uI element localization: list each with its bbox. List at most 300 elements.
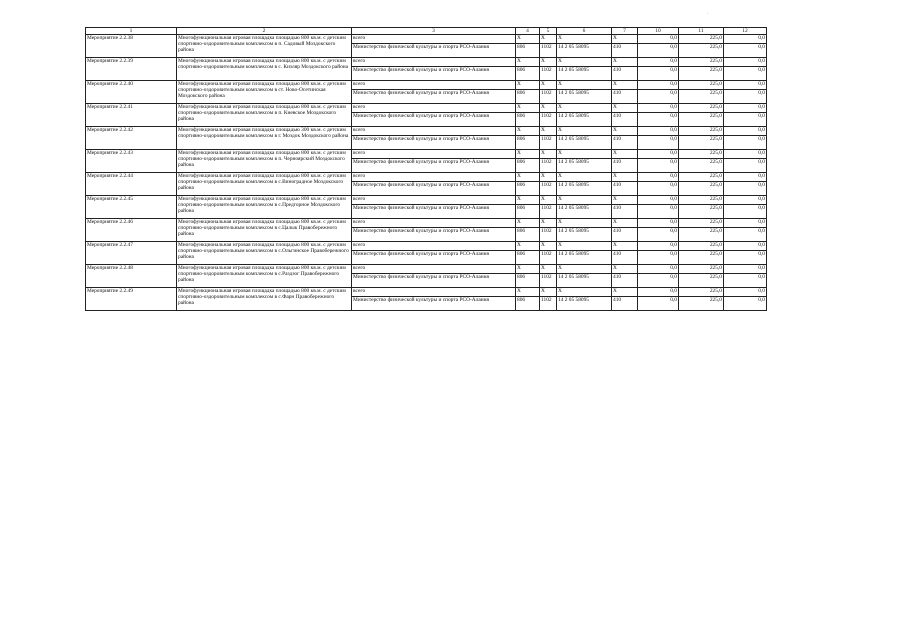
x6-text: Х — [558, 173, 562, 179]
value-col12-cell — [724, 251, 767, 265]
value-col10-cell — [638, 127, 679, 136]
code6-text: 14 2 05 58095 — [558, 159, 589, 165]
expense-type-cell — [612, 159, 638, 173]
x-cell — [612, 196, 638, 205]
value-col10-cell — [638, 90, 679, 104]
measure-description-cell — [177, 288, 352, 311]
value-col10-cell — [638, 274, 679, 288]
v11-text: 225,0 — [709, 173, 722, 179]
value-col12-cell — [724, 104, 767, 113]
target-article-cell — [557, 205, 612, 219]
total-label-text: всего — [353, 104, 366, 110]
x-cell — [540, 150, 557, 159]
x4-text: Х — [517, 242, 521, 248]
target-article-cell — [557, 274, 612, 288]
target-article-cell — [557, 251, 612, 265]
total-label-cell — [352, 150, 516, 159]
measure-id-cell — [86, 150, 177, 173]
m11-text: 225,0 — [709, 228, 722, 234]
m11-text: 225,0 — [709, 44, 722, 50]
code7-text: 410 — [613, 205, 622, 211]
m10-text: 0,0 — [670, 90, 677, 96]
x-cell — [540, 81, 557, 90]
header-row — [86, 28, 767, 35]
id-text: Мероприятие 2.2.49 — [87, 288, 133, 294]
x4-text: Х — [517, 219, 521, 225]
x-cell — [557, 58, 612, 67]
value-col10-cell — [638, 228, 679, 242]
v11-text: 225,0 — [709, 288, 722, 294]
code5-text: 1102 — [541, 205, 552, 211]
v12-text: 0,0 — [758, 288, 765, 294]
x7-text: Х — [613, 219, 617, 225]
code4-text: 806 — [517, 297, 526, 303]
target-article-cell — [557, 44, 612, 58]
table-row — [86, 173, 767, 182]
x4-text: Х — [517, 35, 521, 41]
value-col12-cell — [724, 173, 767, 182]
x-cell — [557, 288, 612, 297]
x4-text: Х — [517, 58, 521, 64]
table-row — [86, 288, 767, 297]
column-header: 10 — [638, 28, 679, 35]
target-article-cell — [557, 113, 612, 127]
value-col10-cell — [638, 242, 679, 251]
value-col10-cell — [638, 104, 679, 113]
value-col12-cell — [724, 265, 767, 274]
total-label-cell — [352, 219, 516, 228]
value-col12-cell — [724, 35, 767, 44]
code4-text: 806 — [517, 67, 526, 73]
id-text: Мероприятие 2.2.43 — [87, 150, 133, 156]
measure-id-cell — [86, 81, 177, 104]
x6-text: Х — [558, 288, 562, 294]
ministry-text: Министерство физической культуры и спорта РСО-Алания — [353, 159, 490, 165]
x5-text: Х — [541, 104, 545, 110]
x-cell — [612, 81, 638, 90]
grbs-code-cell — [516, 205, 540, 219]
x4-text: Х — [517, 265, 521, 271]
ministry-cell — [352, 182, 516, 196]
x7-text: Х — [613, 127, 617, 133]
code7-text: 410 — [613, 44, 622, 50]
ministry-text: Министерство физической культуры и спорта РСО-Алания — [353, 251, 490, 257]
m12-text: 0,0 — [758, 44, 765, 50]
x6-text: Х — [558, 150, 562, 156]
x-cell — [516, 242, 540, 251]
ministry-text: Министерство физической культуры и спорта РСО-Алания — [353, 113, 490, 119]
id-text: Мероприятие 2.2.38 — [87, 35, 133, 41]
ministry-text: Министерство физической культуры и спорта РСО-Алания — [353, 136, 490, 142]
grbs-code-cell — [516, 113, 540, 127]
column-header: 2 — [177, 28, 352, 35]
x7-text: Х — [613, 173, 617, 179]
total-label-cell — [352, 288, 516, 297]
total-label-text: всего — [353, 219, 366, 225]
column-header: 7 — [612, 28, 638, 35]
x6-text: Х — [558, 265, 562, 271]
x5-text: Х — [541, 150, 545, 156]
grbs-code-cell — [516, 44, 540, 58]
value-col10-cell — [638, 159, 679, 173]
target-article-cell — [557, 159, 612, 173]
x-cell — [557, 219, 612, 228]
x-cell — [516, 150, 540, 159]
ministry-text: Министерство физической культуры и спорта РСО-Алания — [353, 205, 490, 211]
value-col10-cell — [638, 219, 679, 228]
v12-text: 0,0 — [758, 219, 765, 225]
m11-text: 225,0 — [709, 67, 722, 73]
code6-text: 14 2 05 58095 — [558, 90, 589, 96]
code5-text: 1102 — [541, 113, 552, 119]
total-label-cell — [352, 58, 516, 67]
x-cell — [612, 288, 638, 297]
section-code-cell — [540, 67, 557, 81]
column-header: 5 — [540, 28, 557, 35]
measure-description-cell — [177, 219, 352, 242]
x-cell — [557, 104, 612, 113]
code6-text: 14 2 05 58095 — [558, 44, 589, 50]
m10-text: 0,0 — [670, 182, 677, 188]
x7-text: Х — [613, 58, 617, 64]
code4-text: 806 — [517, 113, 526, 119]
value-col11-cell — [679, 104, 724, 113]
section-code-cell — [540, 113, 557, 127]
value-col12-cell — [724, 127, 767, 136]
value-col11-cell — [679, 274, 724, 288]
measure-id-cell — [86, 219, 177, 242]
code6-text: 14 2 05 58095 — [558, 297, 589, 303]
code5-text: 1102 — [541, 228, 552, 234]
x-cell — [612, 150, 638, 159]
measure-id-cell — [86, 242, 177, 265]
desc-text: Многофункциональная игровая площадка площадью 800 кв.м. с детским спортивно-оздоровительным комплексом в с. Кизляр Моздокского района — [178, 58, 349, 71]
m10-text: 0,0 — [670, 113, 677, 119]
value-col11-cell — [679, 182, 724, 196]
value-col11-cell — [679, 265, 724, 274]
expense-type-cell — [612, 228, 638, 242]
m11-text: 225,0 — [709, 159, 722, 165]
table-row — [86, 127, 767, 136]
x7-text: Х — [613, 35, 617, 41]
ministry-text: Министерство физической культуры и спорта РСО-Алания — [353, 44, 490, 50]
x7-text: Х — [613, 242, 617, 248]
v12-text: 0,0 — [758, 35, 765, 41]
x6-text: Х — [558, 58, 562, 64]
value-col10-cell — [638, 265, 679, 274]
expense-type-cell — [612, 67, 638, 81]
section-code-cell — [540, 182, 557, 196]
measure-description-cell — [177, 81, 352, 104]
x5-text: Х — [541, 219, 545, 225]
x-cell — [557, 173, 612, 182]
x-cell — [540, 35, 557, 44]
m10-text: 0,0 — [670, 228, 677, 234]
x4-text: Х — [517, 288, 521, 294]
expense-type-cell — [612, 44, 638, 58]
m12-text: 0,0 — [758, 205, 765, 211]
x-cell — [540, 288, 557, 297]
column-header: 1 — [86, 28, 177, 35]
desc-text: Многофункциональная игровая площадка площадью 800 кв.м. с детским спортивно-оздоровительным комплексом в с.Цалык Правобережного района — [178, 219, 346, 238]
value-col10-cell — [638, 150, 679, 159]
code7-text: 410 — [613, 251, 622, 257]
m12-text: 0,0 — [758, 113, 765, 119]
section-code-cell — [540, 136, 557, 150]
x-cell — [516, 196, 540, 205]
table-row — [86, 196, 767, 205]
code6-text: 14 2 05 58095 — [558, 136, 589, 142]
grbs-code-cell — [516, 136, 540, 150]
m11-text: 225,0 — [709, 274, 722, 280]
v12-text: 0,0 — [758, 58, 765, 64]
m11-text: 225,0 — [709, 251, 722, 257]
column-header: 4 — [516, 28, 540, 35]
total-label-text: всего — [353, 196, 366, 202]
table-row — [86, 265, 767, 274]
grbs-code-cell — [516, 274, 540, 288]
expense-type-cell — [612, 274, 638, 288]
table-row — [86, 58, 767, 67]
measure-description-cell — [177, 35, 352, 58]
grbs-code-cell — [516, 159, 540, 173]
ministry-cell — [352, 159, 516, 173]
value-col12-cell — [724, 81, 767, 90]
value-col11-cell — [679, 205, 724, 219]
code6-text: 14 2 05 58095 — [558, 205, 589, 211]
x-cell — [540, 219, 557, 228]
desc-text: Многофункциональная игровая площадка площадью 800 кв.м. с детским спортивно-оздоровительным комплексом в с.Фарн Правобережного района — [178, 288, 346, 307]
value-col11-cell — [679, 67, 724, 81]
x4-text: Х — [517, 104, 521, 110]
measure-id-cell — [86, 104, 177, 127]
x-cell — [540, 265, 557, 274]
code7-text: 410 — [613, 297, 622, 303]
value-col12-cell — [724, 274, 767, 288]
table-row — [86, 81, 767, 90]
section-code-cell — [540, 44, 557, 58]
measure-id-cell — [86, 288, 177, 311]
ministry-cell — [352, 67, 516, 81]
desc-text: Многофункциональная игровая площадка площадью 800 кв.м. с детским спортивно-оздоровительным комплексом в п. Черноярский Моздокского района — [178, 150, 346, 169]
grbs-code-cell — [516, 251, 540, 265]
x-cell — [516, 127, 540, 136]
code5-text: 1102 — [541, 297, 552, 303]
m11-text: 225,0 — [709, 205, 722, 211]
v12-text: 0,0 — [758, 196, 765, 202]
x-cell — [612, 219, 638, 228]
expense-type-cell — [612, 136, 638, 150]
value-col10-cell — [638, 44, 679, 58]
value-col11-cell — [679, 113, 724, 127]
ministry-cell — [352, 205, 516, 219]
code7-text: 410 — [613, 136, 622, 142]
value-col12-cell — [724, 58, 767, 67]
x-cell — [557, 150, 612, 159]
m12-text: 0,0 — [758, 67, 765, 73]
section-code-cell — [540, 205, 557, 219]
code4-text: 806 — [517, 182, 526, 188]
m11-text: 225,0 — [709, 182, 722, 188]
value-col11-cell — [679, 251, 724, 265]
x6-text: Х — [558, 81, 562, 87]
table-row — [86, 150, 767, 159]
measure-description-cell — [177, 242, 352, 265]
total-label-cell — [352, 104, 516, 113]
value-col11-cell — [679, 58, 724, 67]
section-code-cell — [540, 90, 557, 104]
value-col11-cell — [679, 127, 724, 136]
stray-mark: · — [707, 12, 709, 17]
x-cell — [612, 58, 638, 67]
ministry-cell — [352, 136, 516, 150]
value-col11-cell — [679, 159, 724, 173]
code4-text: 806 — [517, 274, 526, 280]
ministry-text: Министерство физической культуры и спорта РСО-Алания — [353, 228, 490, 234]
v12-text: 0,0 — [758, 81, 765, 87]
grbs-code-cell — [516, 90, 540, 104]
desc-text: Многофункциональная игровая площадка площадью 800 кв.м. с детским спортивно-оздоровительным комплексом в с.Ольгинское Правобережного района — [178, 242, 349, 261]
v10-text: 0,0 — [670, 58, 677, 64]
value-col10-cell — [638, 196, 679, 205]
value-col12-cell — [724, 113, 767, 127]
desc-text: Многофункциональная игровая площадка площадью 800 кв.м. с детским спортивно-оздоровительным комплексом в ст. Ново-Осетинская Моздокского района — [178, 81, 346, 100]
column-header: 11 — [679, 28, 724, 35]
grbs-code-cell — [516, 182, 540, 196]
ministry-cell — [352, 228, 516, 242]
section-code-cell — [540, 159, 557, 173]
code4-text: 806 — [517, 205, 526, 211]
x-cell — [612, 35, 638, 44]
value-col12-cell — [724, 159, 767, 173]
x-cell — [516, 104, 540, 113]
m10-text: 0,0 — [670, 136, 677, 142]
value-col12-cell — [724, 150, 767, 159]
expense-type-cell — [612, 90, 638, 104]
x5-text: Х — [541, 265, 545, 271]
v12-text: 0,0 — [758, 242, 765, 248]
code4-text: 806 — [517, 136, 526, 142]
total-label-text: всего — [353, 81, 366, 87]
expense-type-cell — [612, 297, 638, 311]
ministry-text: Министерство физической культуры и спорта РСО-Алания — [353, 67, 490, 73]
code7-text: 410 — [613, 228, 622, 234]
target-article-cell — [557, 182, 612, 196]
measure-id-cell — [86, 127, 177, 150]
section-code-cell — [540, 251, 557, 265]
x4-text: Х — [517, 196, 521, 202]
m12-text: 0,0 — [758, 182, 765, 188]
value-col11-cell — [679, 219, 724, 228]
v10-text: 0,0 — [670, 265, 677, 271]
x5-text: Х — [541, 58, 545, 64]
v12-text: 0,0 — [758, 104, 765, 110]
total-label-text: всего — [353, 288, 366, 294]
value-col10-cell — [638, 182, 679, 196]
value-col11-cell — [679, 242, 724, 251]
value-col11-cell — [679, 81, 724, 90]
expense-type-cell — [612, 182, 638, 196]
table-row — [86, 104, 767, 113]
value-col12-cell — [724, 297, 767, 311]
x7-text: Х — [613, 104, 617, 110]
value-col11-cell — [679, 44, 724, 58]
target-article-cell — [557, 228, 612, 242]
code5-text: 1102 — [541, 44, 552, 50]
m12-text: 0,0 — [758, 297, 765, 303]
x5-text: Х — [541, 81, 545, 87]
m10-text: 0,0 — [670, 205, 677, 211]
table-row — [86, 242, 767, 251]
code4-text: 806 — [517, 159, 526, 165]
desc-text: Многофункциональная игровая площадка площадью 800 кв.м. с детским спортивно-оздоровительным комплексом в п. Садовый Моздокского района — [178, 35, 346, 54]
value-col10-cell — [638, 251, 679, 265]
code5-text: 1102 — [541, 90, 552, 96]
expense-type-cell — [612, 251, 638, 265]
expense-type-cell — [612, 113, 638, 127]
x6-text: Х — [558, 242, 562, 248]
total-label-cell — [352, 35, 516, 44]
x-cell — [557, 35, 612, 44]
x7-text: Х — [613, 265, 617, 271]
x-cell — [540, 242, 557, 251]
value-col12-cell — [724, 228, 767, 242]
m11-text: 225,0 — [709, 113, 722, 119]
v11-text: 225,0 — [709, 219, 722, 225]
code6-text: 14 2 05 58095 — [558, 228, 589, 234]
v11-text: 225,0 — [709, 58, 722, 64]
value-col12-cell — [724, 90, 767, 104]
measure-description-cell — [177, 58, 352, 81]
ministry-text: Министерство физической культуры и спорта РСО-Алания — [353, 274, 490, 280]
v12-text: 0,0 — [758, 173, 765, 179]
value-col10-cell — [638, 35, 679, 44]
m12-text: 0,0 — [758, 274, 765, 280]
x7-text: Х — [613, 196, 617, 202]
m12-text: 0,0 — [758, 90, 765, 96]
m10-text: 0,0 — [670, 274, 677, 280]
code5-text: 1102 — [541, 274, 552, 280]
code7-text: 410 — [613, 182, 622, 188]
expense-type-cell — [612, 205, 638, 219]
column-header: 12 — [724, 28, 767, 35]
id-text: Мероприятие 2.2.47 — [87, 242, 133, 248]
x7-text: Х — [613, 150, 617, 156]
total-label-text: всего — [353, 173, 366, 179]
value-col12-cell — [724, 67, 767, 81]
code4-text: 806 — [517, 90, 526, 96]
target-article-cell — [557, 67, 612, 81]
x-cell — [557, 265, 612, 274]
ministry-text: Министерство физической культуры и спорта РСО-Алания — [353, 182, 490, 188]
x5-text: Х — [541, 288, 545, 294]
value-col10-cell — [638, 173, 679, 182]
v11-text: 225,0 — [709, 265, 722, 271]
v12-text: 0,0 — [758, 265, 765, 271]
m12-text: 0,0 — [758, 136, 765, 142]
x-cell — [557, 196, 612, 205]
x-cell — [540, 127, 557, 136]
code7-text: 410 — [613, 90, 622, 96]
code7-text: 410 — [613, 113, 622, 119]
m12-text: 0,0 — [758, 228, 765, 234]
value-col11-cell — [679, 196, 724, 205]
v10-text: 0,0 — [670, 35, 677, 41]
measure-id-cell — [86, 265, 177, 288]
target-article-cell — [557, 297, 612, 311]
ministry-text: Министерство физической культуры и спорта РСО-Алания — [353, 297, 490, 303]
code5-text: 1102 — [541, 67, 552, 73]
